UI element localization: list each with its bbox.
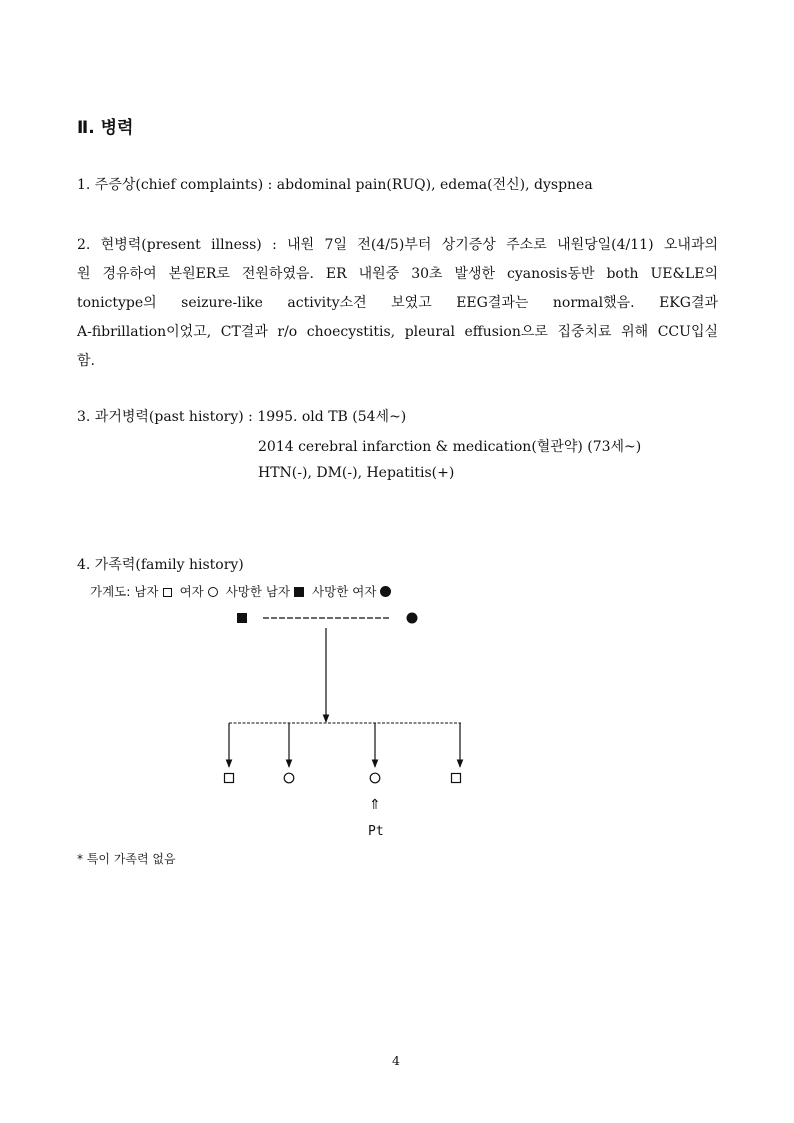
legend-label: 가계도: — [90, 584, 131, 599]
patient-circle — [370, 773, 380, 783]
present-illness-line: 함. — [77, 353, 95, 369]
legend-deceased-male-text: 사망한 남자 — [225, 584, 291, 599]
present-illness-line: 2. 현병력(present illness) : 내원 7일 전(4/5)부터 상기증상 주소로 내원당일(4/11) 오내과의 — [77, 237, 718, 253]
present-illness-line: 원 경유하여 본원ER로 전원하였음. ER 내원중 30초 발생한 cyanosis동반 both UE&LE의 — [77, 266, 718, 282]
section-title: Ⅱ. 병력 — [77, 118, 134, 138]
daughter-circle — [284, 773, 294, 783]
present-illness-line: tonictype의 seizure-like activity소견 보였고 EEG결과는 normal했음. EKG결과 — [77, 295, 718, 311]
patient-label: Pt — [368, 824, 384, 839]
deceased-father-square — [237, 613, 247, 623]
past-history-line-2: 2014 cerebral infarction & medication(혈관약) (73세~) — [258, 439, 642, 455]
chief-complaints: 1. 주증상(chief complaints) : abdominal pain(RUQ), edema(전신), dyspnea — [77, 177, 593, 193]
deceased-mother-circle — [407, 613, 418, 624]
past-history-line-3: HTN(-), DM(-), Hepatitis(+) — [258, 465, 455, 481]
son-square — [225, 774, 234, 783]
son-square — [452, 774, 461, 783]
legend-male-text: 남자 — [134, 584, 159, 599]
legend-female-text: 여자 — [179, 584, 204, 599]
family-history-heading: 4. 가족력(family history) — [77, 557, 244, 573]
present-illness-line: A-fibrillation이었고, CT결과 r/o choecystitis, pleural effusion으로 집중치료 위해 CCU입실 — [77, 324, 718, 340]
family-history-note: * 특이 가족력 없음 — [77, 852, 176, 866]
patient-marker-icon: ⇑ — [369, 797, 381, 813]
page-number: 4 — [392, 1053, 400, 1068]
past-history-line-1: 3. 과거병력(past history) : 1995. old TB (54세~) — [77, 409, 407, 425]
legend-deceased-female-text: 사망한 여자 — [312, 584, 377, 599]
